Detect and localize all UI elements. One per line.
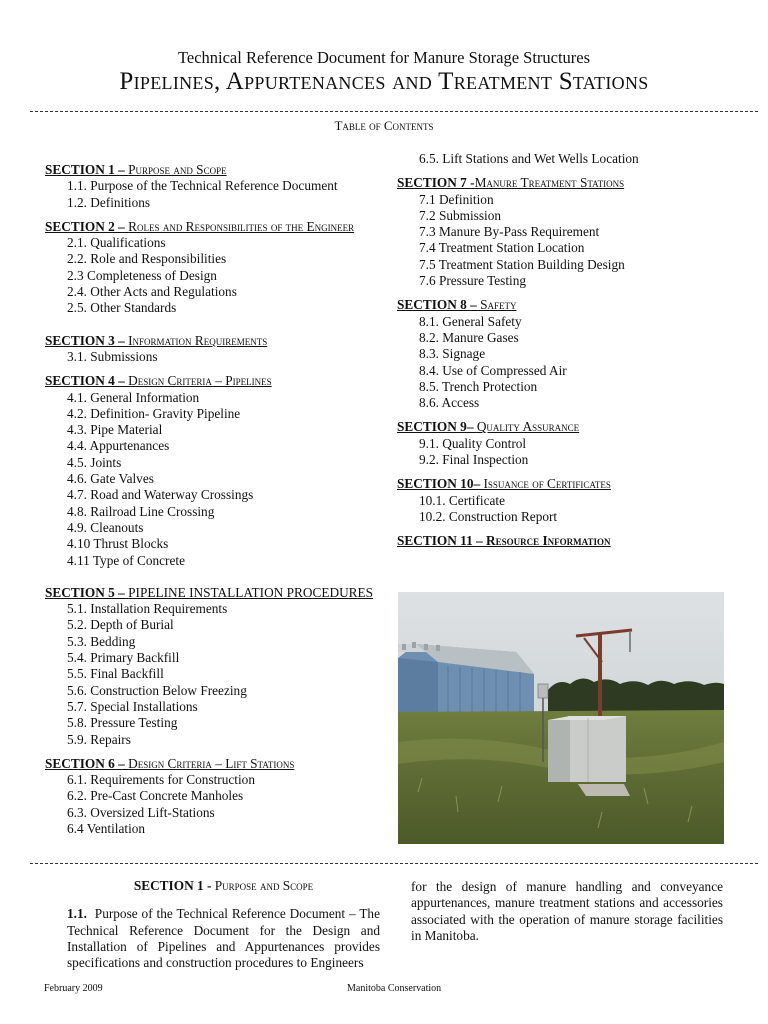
toc-item[interactable]: 8.1. General Safety: [419, 313, 522, 329]
toc-section-2[interactable]: SECTION 2 – Roles and Responsibilities of the Engineer: [45, 218, 355, 234]
toc-item[interactable]: 7.2 Submission: [419, 207, 502, 223]
toc-item[interactable]: 8.6. Access: [419, 395, 480, 411]
toc-item[interactable]: 5.7. Special Installations: [67, 698, 198, 714]
toc-item[interactable]: 6.4 Ventilation: [67, 820, 146, 836]
body-right-column: for the design of manure handling and conveyance appurtenances, manure treatment stations and accessories associated with the operation of manure storage facilities in Manitoba.: [411, 879, 723, 943]
toc-item[interactable]: 4.3. Pipe Material: [67, 422, 163, 438]
toc-section-7[interactable]: SECTION 7 -Manure Treatment Stations: [397, 175, 625, 191]
toc-item[interactable]: 2.2. Role and Responsibilities: [67, 251, 227, 267]
toc-item[interactable]: 4.10 Thrust Blocks: [67, 536, 169, 552]
toc-item[interactable]: 2.4. Other Acts and Regulations: [67, 284, 237, 300]
toc-item[interactable]: 5.9. Repairs: [67, 731, 131, 747]
toc-item[interactable]: 5.2. Depth of Burial: [67, 617, 174, 633]
toc-item[interactable]: 6.5. Lift Stations and Wet Wells Location: [419, 151, 639, 166]
body-section-heading: SECTION 1 - Purpose and Scope: [133, 878, 314, 893]
toc-item[interactable]: 4.11 Type of Concrete: [67, 552, 185, 568]
toc-item[interactable]: 6.2. Pre-Cast Concrete Manholes: [67, 788, 244, 804]
footer-organization: Manitoba Conservation: [347, 983, 442, 994]
bottom-divider: [30, 863, 758, 864]
document-subtitle: Technical Reference Document for Manure Storage Structures: [177, 48, 591, 67]
toc-item[interactable]: 2.5. Other Standards: [67, 300, 177, 316]
toc-item[interactable]: 2.3 Completeness of Design: [67, 267, 217, 283]
toc-item[interactable]: 5.5. Final Backfill: [67, 666, 164, 682]
toc-item[interactable]: 6.1. Requirements for Construction: [67, 772, 255, 788]
top-divider: [30, 111, 758, 112]
toc-item[interactable]: 2.1. Qualifications: [67, 235, 166, 251]
toc-item[interactable]: 3.1. Submissions: [67, 348, 158, 364]
lift-station-photo: [398, 592, 724, 844]
toc-section-4[interactable]: SECTION 4 – Design Criteria – Pipelines: [45, 373, 272, 389]
toc-item[interactable]: 8.2. Manure Gases: [419, 329, 519, 345]
toc-section-1[interactable]: SECTION 1 – Purpose and Scope: [45, 162, 227, 177]
toc-section-10[interactable]: SECTION 10– Issuance of Certificates: [397, 476, 611, 492]
lift-station-illustration: [398, 592, 724, 844]
toc-item[interactable]: 1.2. Definitions: [67, 194, 151, 210]
toc-section-8[interactable]: SECTION 8 – Safety: [397, 297, 517, 313]
toc-item[interactable]: 10.1. Certificate: [419, 492, 506, 508]
footer-date: February 2009: [44, 983, 103, 994]
toc-section-11[interactable]: SECTION 11 – Resource Information: [397, 533, 611, 549]
toc-item[interactable]: 5.1. Installation Requirements: [67, 601, 228, 617]
toc-item[interactable]: 4.7. Road and Waterway Crossings: [67, 487, 254, 503]
toc-item[interactable]: 5.3. Bedding: [67, 633, 136, 649]
toc-section-3[interactable]: SECTION 3 – Information Requirements: [45, 332, 268, 348]
toc-item[interactable]: 5.4. Primary Backfill: [67, 650, 180, 666]
toc-heading: Table of Contents: [334, 118, 434, 133]
toc-section-5[interactable]: SECTION 5 – PIPELINE INSTALLATION PROCEDURES: [45, 584, 374, 600]
toc-item[interactable]: 4.6. Gate Valves: [67, 471, 154, 487]
toc-item[interactable]: 5.8. Pressure Testing: [67, 715, 178, 731]
toc-section-9[interactable]: SECTION 9– Quality Assurance: [397, 419, 580, 435]
toc-item[interactable]: 1.1. Purpose of the Technical Reference Document: [67, 178, 338, 194]
document-title: Pipelines, Appurtenances and Treatment Stations: [119, 68, 649, 95]
toc-item[interactable]: 7.4 Treatment Station Location: [419, 240, 585, 256]
toc-item[interactable]: 8.5. Trench Protection: [419, 378, 538, 394]
toc-item[interactable]: 4.1. General Information: [67, 389, 200, 405]
toc-item[interactable]: 10.2. Construction Report: [419, 508, 558, 524]
body-paragraph: 1.1. Purpose of the Technical Reference Document – The Technical Reference Document for the Design and Installation of Pipelines and Appurtenances provides specifications and construction procedures to Engineers: [67, 906, 380, 971]
toc-item[interactable]: 4.9. Cleanouts: [67, 519, 144, 535]
toc-item[interactable]: 7.1 Definition: [419, 191, 494, 207]
toc-item[interactable]: 8.3. Signage: [419, 346, 486, 362]
toc-item[interactable]: 4.8. Railroad Line Crossing: [67, 503, 215, 519]
body-left-column: [67, 878, 380, 971]
toc-left-column: [45, 162, 373, 837]
toc-item[interactable]: 7.5 Treatment Station Building Design: [419, 256, 625, 272]
toc-item[interactable]: 4.4. Appurtenances: [67, 438, 170, 454]
toc-item[interactable]: 9.1. Quality Control: [419, 435, 527, 451]
toc-item[interactable]: 7.3 Manure By-Pass Requirement: [419, 224, 600, 240]
toc-item[interactable]: 7.6 Pressure Testing: [419, 273, 527, 289]
toc-item[interactable]: 4.5. Joints: [67, 454, 122, 470]
toc-item[interactable]: 5.6. Construction Below Freezing: [67, 682, 247, 698]
toc-section-6[interactable]: SECTION 6 – Design Criteria – Lift Stations: [45, 755, 295, 771]
toc-item[interactable]: 9.2. Final Inspection: [419, 452, 529, 468]
toc-item[interactable]: 6.3. Oversized Lift-Stations: [67, 804, 215, 820]
toc-item[interactable]: 8.4. Use of Compressed Air: [419, 362, 567, 378]
toc-item[interactable]: 4.2. Definition- Gravity Pipeline: [67, 405, 241, 421]
toc-right-column: [397, 151, 639, 550]
